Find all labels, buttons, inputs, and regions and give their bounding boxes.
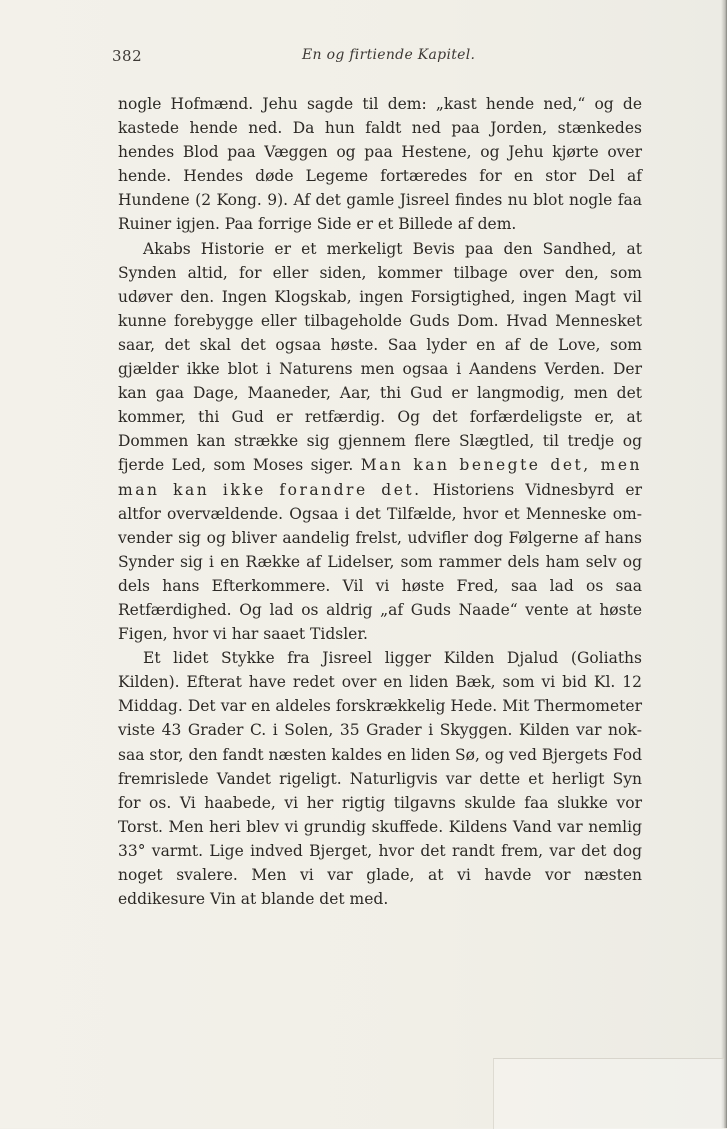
page-edge-shadow: [721, 0, 727, 1128]
paragraph-2: [118, 237, 642, 647]
paragraph-2-emphasis: Man kan benegte det, men man kan ikke forandre det.: [118, 456, 643, 499]
body-text: [118, 92, 642, 911]
page-corner-fold: [493, 1058, 724, 1129]
running-head: En og firtiende Kapitel.: [302, 47, 476, 63]
page-number: 382: [112, 47, 143, 65]
paragraph-2-text-before: Akabs Historie er et merkeligt Bevis paa den Sandhed, at Synden altid, for eller siden, kommer tilbage over den, som udøver den. Ingen Klogskab, ingen Forsigtighed, ingen Magt vil kunne forebygge eller tilbageholde Guds Dom. Hvad Mennesket saar, det skal det ogsaa høste. Saa lyder en af de Love, som gjælder ikke blot i Naturens men ogsaa i Aandens Verden. Der kan gaa Dage, Maaneder, Aar, thi Gud er langmodig, men det kommer, thi Gud er retfærdig. Og det forfærdeligste er, at Dommen kan strække sig gjennem flere Slægtled, til tredje og fjerde Led, som Moses siger.: [118, 239, 642, 475]
page-header: [112, 47, 637, 71]
paragraph-1: nogle Hofmænd. Jehu sagde til dem: „kast hende ned,“ og de kastede hende ned. Da hun faldt ned paa Jorden, stænkedes hendes Blod paa Væggen og paa Hestene, og Jehu kjørte over hende. Hendes døde Legeme fortæredes for en stor Del af Hundene (2 Kong. 9). Af det gamle Jisreel findes nu blot nogle faa Ruiner igjen. Paa forrige Side er et Billede af dem.: [118, 95, 642, 234]
paragraph-3: Et lidet Stykke fra Jisreel ligger Kilden Djalud (Goliaths Kilden). Efterat have redet over en liden Bæk, som vi bid Kl. 12 Middag. Det var en aldeles forskrækkelig Hede. Mit Thermometer viste 43 Grader C. i Solen, 35 Grader i Skyggen. Kilden var noksaa stor, den fandt næsten kaldes en liden Sø, og ved Bjergets Fod fremrislede Vandet rigeligt. Naturligvis var dette et herligt Syn for os. Vi haabede, vi her rigtig tilgavns skulde faa slukke vor Torst. Men heri blev vi grundig skuffede. Kildens Vand var nemlig 33° varmt. Lige indved Bjerget, hvor det randt frem, var det dog noget svalere. Men vi var glade, at vi havde vor næsten eddikesure Vin at blande det med.: [118, 649, 642, 909]
paragraph-2-text-after: Historiens Vidnesbyrd er altfor overvældende. Ogsaa i det Tilfælde, hvor et Menneske omvender sig og bliver aandelig frelst, udvifler dog Følgerne af hans Synder sig i en Række af Lidelser, som rammer dels ham selv og dels hans Efterkommere. Vil vi høste Fred, saa lad os saa Retfærdighed. Og lad os aldrig „af Guds Naade“ vente at høste Figen, hvor vi har saaet Tidsler.: [118, 480, 642, 644]
